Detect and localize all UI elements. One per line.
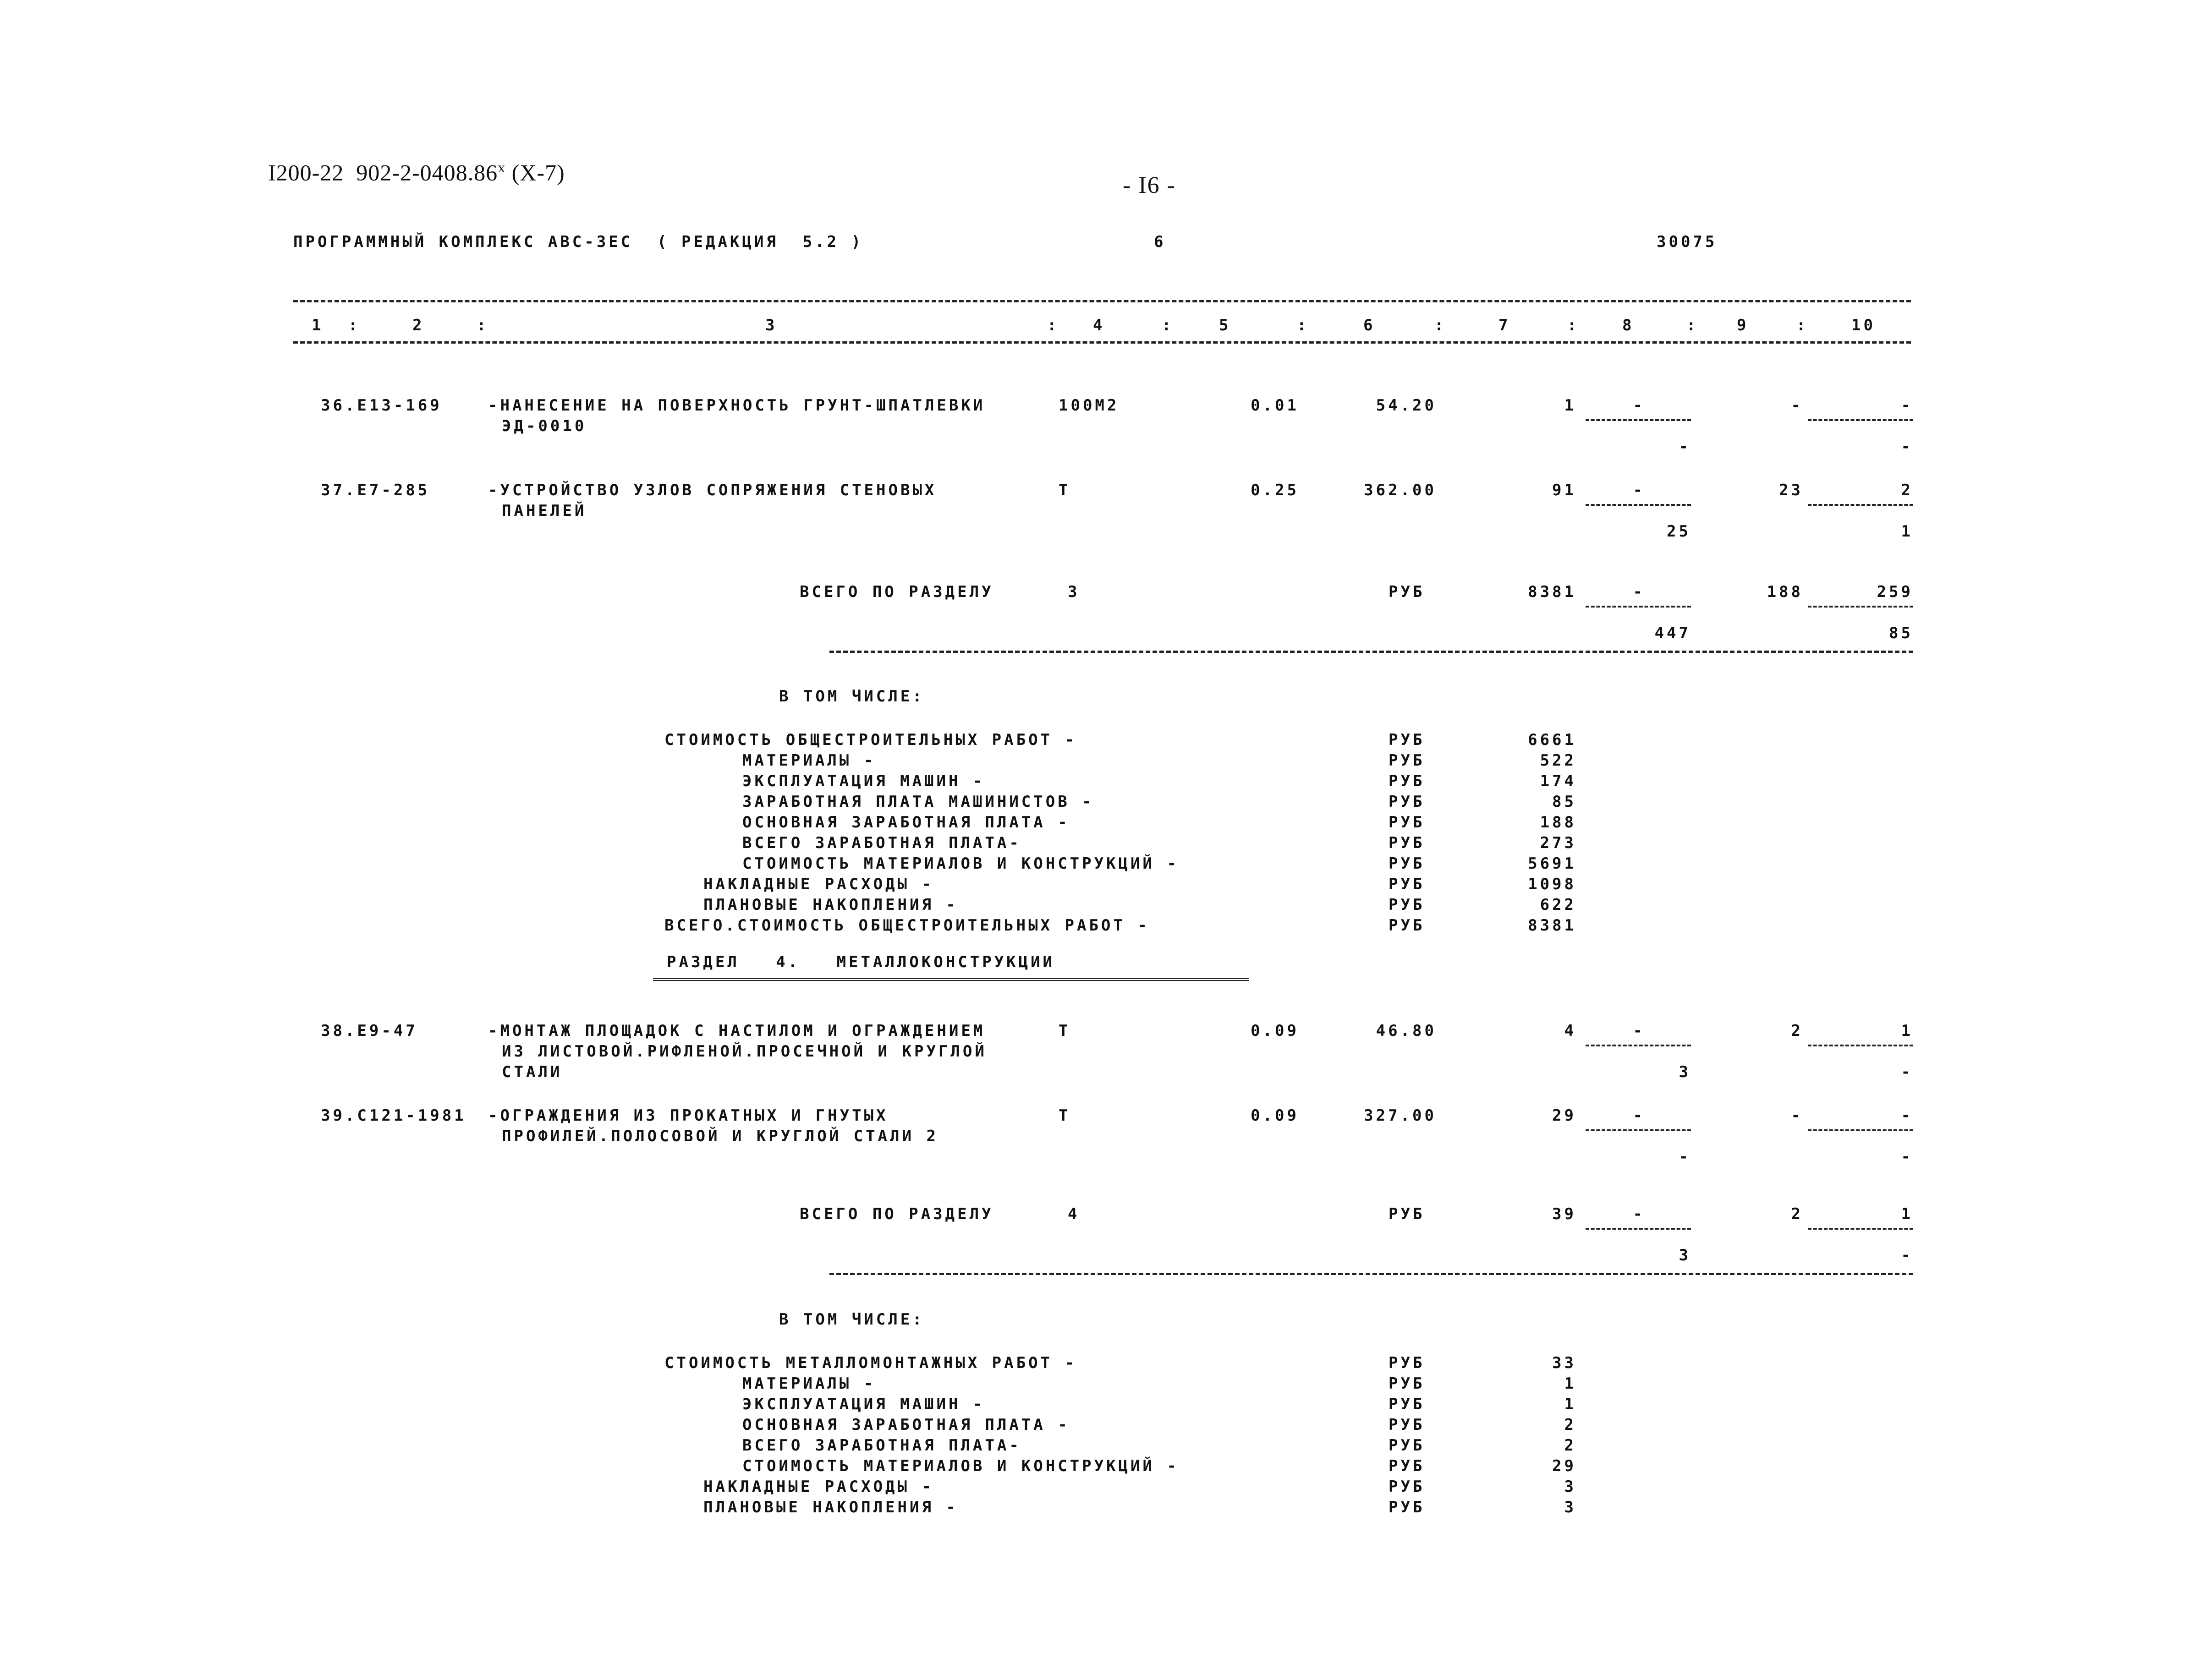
item-unit-1: Т <box>1059 481 1071 499</box>
header-code-a: 6 <box>1154 233 1166 251</box>
section4-breakdown-label-1: МАТЕРИАЛЫ - <box>742 1374 876 1393</box>
column-header-10: 6 <box>1363 316 1376 334</box>
section3-breakdown-value-5: 273 <box>1540 834 1576 852</box>
section3-breakdown-unit-7: РУБ <box>1389 875 1425 893</box>
section3-breakdown-unit-8: РУБ <box>1389 896 1425 914</box>
section4-breakdown-label-6: НАКЛАДНЫЕ РАСХОДЫ - <box>703 1478 934 1496</box>
section4-breakdown-value-2: 1 <box>1564 1395 1576 1413</box>
column-header-15: : <box>1686 316 1699 334</box>
section3-total-unit: РУБ <box>1389 583 1425 601</box>
item-col10-bottom-0: - <box>1901 438 1913 456</box>
section3-breakdown-label-0: СТОИМОСТЬ ОБЩЕСТРОИТЕЛЬНЫХ РАБОТ - <box>664 731 1077 749</box>
item4-description-1: -ОГРАЖДЕНИЯ ИЗ ПРОКАТНЫХ И ГНУТЫХ <box>488 1106 889 1125</box>
item-code-1: 37.Е7-285 <box>321 481 430 499</box>
column-header-14: 8 <box>1622 316 1635 334</box>
section4-total-col8-top: - <box>1633 1205 1645 1223</box>
section3-breakdown-value-7: 1098 <box>1528 875 1576 893</box>
item4-col8-top-1: - <box>1633 1106 1645 1125</box>
section4-total-col9: 2 <box>1791 1205 1803 1223</box>
section4-breakdown-value-0: 33 <box>1552 1354 1576 1372</box>
section4-total-rule <box>829 1273 1913 1275</box>
item4-col8-divider-0 <box>1586 1045 1691 1046</box>
section4-total-sum: 39 <box>1552 1205 1576 1223</box>
section3-breakdown-value-6: 5691 <box>1528 854 1576 873</box>
section3-breakdown-label-7: НАКЛАДНЫЕ РАСХОДЫ - <box>703 875 934 893</box>
section4-total-col8-divider <box>1586 1228 1691 1230</box>
section4-breakdown-unit-3: РУБ <box>1389 1416 1425 1434</box>
item-col9-1: 23 <box>1779 481 1803 499</box>
item-col8-bottom-1: 25 <box>1667 522 1691 541</box>
section4-breakdown-unit-7: РУБ <box>1389 1498 1425 1516</box>
column-header-13: : <box>1567 316 1580 334</box>
section3-breakdown-label-9: ВСЕГО.СТОИМОСТЬ ОБЩЕСТРОИТЕЛЬНЫХ РАБОТ - <box>664 916 1150 935</box>
item4-col10-top-0: 1 <box>1901 1022 1913 1040</box>
item-col8-divider-1 <box>1586 504 1691 506</box>
section3-breakdown-label-4: ОСНОВНАЯ ЗАРАБОТНАЯ ПЛАТА - <box>742 813 1070 832</box>
section4-breakdown-unit-2: РУБ <box>1389 1395 1425 1413</box>
column-header-5: : <box>1047 316 1059 334</box>
section4-total-col8-bottom: 3 <box>1679 1246 1691 1264</box>
item-col8-top-0: - <box>1633 396 1645 415</box>
item-col8-bottom-0: - <box>1679 438 1691 456</box>
section4-breakdown-label-4: ВСЕГО ЗАРАБОТНАЯ ПЛАТА- <box>742 1436 1021 1455</box>
section4-breakdown-value-4: 2 <box>1564 1436 1576 1455</box>
section3-total-rule <box>829 651 1913 653</box>
column-header-4: 3 <box>765 316 778 334</box>
section4-breakdown-unit-0: РУБ <box>1389 1354 1425 1372</box>
section4-breakdown-label-5: СТОИМОСТЬ МАТЕРИАЛОВ И КОНСТРУКЦИЙ - <box>742 1457 1179 1475</box>
item-col10-bottom-1: 1 <box>1901 522 1913 541</box>
section3-total-col10-divider <box>1808 606 1913 608</box>
section4-breakdown-unit-4: РУБ <box>1389 1436 1425 1455</box>
stamp-text: I200-22 902-2-0408.86 <box>268 159 498 186</box>
item4-unit-1: Т <box>1059 1106 1071 1125</box>
section3-breakdown-unit-4: РУБ <box>1389 813 1425 832</box>
section4-breakdown-value-1: 1 <box>1564 1374 1576 1393</box>
section3-total-sum: 8381 <box>1528 583 1576 601</box>
section3-breakdown-unit-9: РУБ <box>1389 916 1425 935</box>
section3-breakdown-value-1: 522 <box>1540 751 1576 770</box>
stamp-suffix: (X-7) <box>505 159 565 186</box>
item4-unit-0: Т <box>1059 1022 1071 1040</box>
program-title: ПРОГРАММНЫЙ КОМПЛЕКС АВС-ЗЕС ( РЕДАКЦИЯ 5.2 ) <box>293 233 864 251</box>
section3-breakdown-label-8: ПЛАНОВЫЕ НАКОПЛЕНИЯ - <box>703 896 958 914</box>
document-stamp <box>268 158 565 186</box>
item4-col10-divider-0 <box>1808 1045 1913 1046</box>
item-total-1: 91 <box>1552 481 1576 499</box>
table-top-rule <box>293 300 1911 302</box>
column-header-17: : <box>1796 316 1809 334</box>
section3-breakdown-unit-2: РУБ <box>1389 772 1425 790</box>
section3-total-label: ВСЕГО ПО РАЗДЕЛУ <box>800 583 994 601</box>
section4-breakdown-value-6: 3 <box>1564 1478 1576 1496</box>
section4-total-col10-top: 1 <box>1901 1205 1913 1223</box>
section3-breakdown-label-3: ЗАРАБОТНАЯ ПЛАТА МАШИНИСТОВ - <box>742 793 1094 811</box>
column-header-8: 5 <box>1219 316 1231 334</box>
section3-total-col10-top: 259 <box>1877 583 1913 601</box>
item-col9-0: - <box>1791 396 1803 415</box>
item4-description-line3-0: СТАЛИ <box>502 1063 563 1081</box>
section4-breakdown-label-0: СТОИМОСТЬ МЕТАЛЛОМОНТАЖНЫХ РАБОТ - <box>664 1354 1077 1372</box>
section4-breakdown-label-7: ПЛАНОВЫЕ НАКОПЛЕНИЯ - <box>703 1498 958 1516</box>
section3-breakdown-value-2: 174 <box>1540 772 1576 790</box>
section4-breakdown-value-5: 29 <box>1552 1457 1576 1475</box>
item-col8-divider-0 <box>1586 419 1691 421</box>
item4-description-line2-0: ИЗ ЛИСТОВОЙ.РИФЛЕНОЙ.ПРОСЕЧНОЙ И КРУГЛОЙ <box>502 1042 987 1061</box>
section3-breakdown-unit-6: РУБ <box>1389 854 1425 873</box>
item-col10-divider-1 <box>1808 504 1913 506</box>
item-code-0: 36.Е13-169 <box>321 396 442 415</box>
item4-col8-top-0: - <box>1633 1022 1645 1040</box>
section4-total-col10-divider <box>1808 1228 1913 1230</box>
section4-total-number: 4 <box>1068 1205 1080 1223</box>
item4-quantity-1: 0.09 <box>1251 1106 1299 1125</box>
section3-breakdown-label-6: СТОИМОСТЬ МАТЕРИАЛОВ И КОНСТРУКЦИЙ - <box>742 854 1179 873</box>
section4-breakdown-value-3: 2 <box>1564 1416 1576 1434</box>
section4-breakdown-label-3: ОСНОВНАЯ ЗАРАБОТНАЯ ПЛАТА - <box>742 1416 1070 1434</box>
item4-code-0: 38.Е9-47 <box>321 1022 418 1040</box>
section3-breakdown-unit-5: РУБ <box>1389 834 1425 852</box>
section4-total-unit: РУБ <box>1389 1205 1425 1223</box>
section4-heading-underline <box>653 978 1249 981</box>
item-quantity-1: 0.25 <box>1251 481 1299 499</box>
column-header-6: 4 <box>1093 316 1105 334</box>
column-header-3: : <box>477 316 489 334</box>
item-quantity-0: 0.01 <box>1251 396 1299 415</box>
section3-total-col10-bottom: 85 <box>1889 624 1913 642</box>
item-description-line2-0: ЭД-0010 <box>502 417 587 435</box>
item4-col10-divider-1 <box>1808 1129 1913 1131</box>
item4-col9-1: - <box>1791 1106 1803 1125</box>
section3-total-col8-top: - <box>1633 583 1645 601</box>
item4-price-0: 46.80 <box>1376 1022 1437 1040</box>
column-header-2: 2 <box>412 316 425 334</box>
section3-breakdown-unit-3: РУБ <box>1389 793 1425 811</box>
item4-col10-bottom-0: - <box>1901 1063 1913 1081</box>
stamp-superscript: x <box>498 159 506 175</box>
item4-col10-top-1: - <box>1901 1106 1913 1125</box>
item4-description-0: -МОНТАЖ ПЛОЩАДОК С НАСТИЛОМ И ОГРАЖДЕНИЕМ <box>488 1022 986 1040</box>
item4-col8-divider-1 <box>1586 1129 1691 1131</box>
item4-col9-0: 2 <box>1791 1022 1803 1040</box>
item4-code-1: 39.С121-1981 <box>321 1106 467 1125</box>
item4-col8-bottom-0: 3 <box>1679 1063 1691 1081</box>
section4-total-label: ВСЕГО ПО РАЗДЕЛУ <box>800 1205 994 1223</box>
section3-breakdown-label-5: ВСЕГО ЗАРАБОТНАЯ ПЛАТА- <box>742 834 1021 852</box>
column-header-1: : <box>348 316 361 334</box>
section4-breakdown-unit-5: РУБ <box>1389 1457 1425 1475</box>
column-header-0: 1 <box>312 316 324 334</box>
item-total-0: 1 <box>1564 396 1576 415</box>
section3-total-col8-divider <box>1586 606 1691 608</box>
section3-total-number: 3 <box>1068 583 1080 601</box>
section3-breakdown-label-2: ЭКСПЛУАТАЦИЯ МАШИН - <box>742 772 985 790</box>
section4-breakdown-label-2: ЭКСПЛУАТАЦИЯ МАШИН - <box>742 1395 985 1413</box>
section4-breakdown-unit-6: РУБ <box>1389 1478 1425 1496</box>
item-col8-top-1: - <box>1633 481 1645 499</box>
section3-total-col8-bottom: 447 <box>1654 624 1691 642</box>
page-number: - I6 - <box>1123 172 1176 198</box>
column-header-11: : <box>1434 316 1447 334</box>
section4-heading: РАЗДЕЛ 4. МЕТАЛЛОКОНСТРУКЦИИ <box>667 953 1055 971</box>
item4-description-line2-1: ПРОФИЛЕЙ.ПОЛОСОВОЙ И КРУГЛОЙ СТАЛИ 2 <box>502 1127 939 1145</box>
section3-breakdown-value-4: 188 <box>1540 813 1576 832</box>
section3-breakdown-value-9: 8381 <box>1528 916 1576 935</box>
item-unit-0: 100М2 <box>1059 396 1120 415</box>
item-description-line2-1: ПАНЕЛЕЙ <box>502 502 587 520</box>
column-header-18: 10 <box>1851 316 1876 334</box>
section4-breakdown-unit-1: РУБ <box>1389 1374 1425 1393</box>
section3-breakdown-unit-1: РУБ <box>1389 751 1425 770</box>
item4-col8-bottom-1: - <box>1679 1148 1691 1166</box>
section4-breakdown-value-7: 3 <box>1564 1498 1576 1516</box>
table-header-rule <box>293 341 1911 344</box>
column-header-7: : <box>1162 316 1174 334</box>
item4-quantity-0: 0.09 <box>1251 1022 1299 1040</box>
section3-total-col9: 188 <box>1767 583 1803 601</box>
column-header-12: 7 <box>1498 316 1511 334</box>
section4-total-col10-bottom: - <box>1901 1246 1913 1264</box>
item-col10-top-1: 2 <box>1901 481 1913 499</box>
item-price-0: 54.20 <box>1376 396 1437 415</box>
section4-breakdown-heading: В ТОМ ЧИСЛЕ: <box>779 1310 925 1329</box>
header-code-b: 30075 <box>1657 233 1718 251</box>
section3-breakdown-unit-0: РУБ <box>1389 731 1425 749</box>
section3-breakdown-value-3: 85 <box>1552 793 1576 811</box>
item-description-0: -НАНЕСЕНИЕ НА ПОВЕРХНОСТЬ ГРУНТ-ШПАТЛЕВКИ <box>488 396 986 415</box>
column-header-9: : <box>1297 316 1309 334</box>
section3-breakdown-label-1: МАТЕРИАЛЫ - <box>742 751 876 770</box>
section3-breakdown-value-8: 622 <box>1540 896 1576 914</box>
section3-breakdown-value-0: 6661 <box>1528 731 1576 749</box>
item-col10-divider-0 <box>1808 419 1913 421</box>
item4-total-0: 4 <box>1564 1022 1576 1040</box>
column-header-16: 9 <box>1737 316 1749 334</box>
item-price-1: 362.00 <box>1364 481 1437 499</box>
item4-total-1: 29 <box>1552 1106 1576 1125</box>
item4-col10-bottom-1: - <box>1901 1148 1913 1166</box>
item4-price-1: 327.00 <box>1364 1106 1437 1125</box>
section3-breakdown-heading: В ТОМ ЧИСЛЕ: <box>779 687 925 706</box>
item-col10-top-0: - <box>1901 396 1913 415</box>
item-description-1: -УСТРОЙСТВО УЗЛОВ СОПРЯЖЕНИЯ СТЕНОВЫХ <box>488 481 937 499</box>
